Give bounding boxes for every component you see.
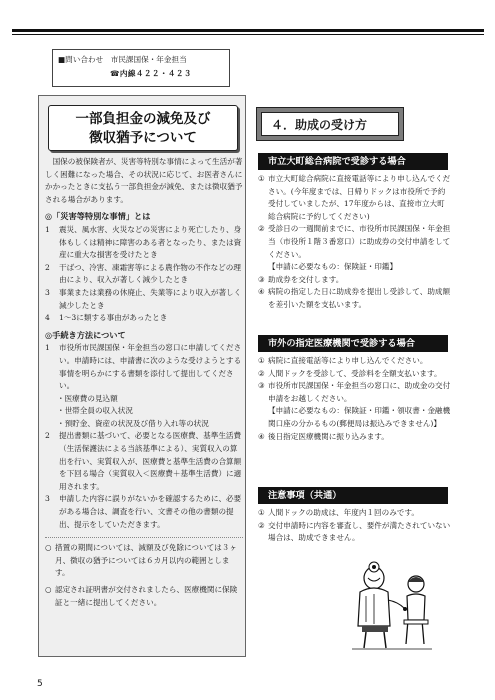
required-docs-item: ・医療費の見込額 [57, 393, 118, 403]
item-number: 2 [45, 431, 50, 441]
item-text: 市役所市民課国保・年金担当の窓口に、助成金の交付申請をお越しください。 [268, 381, 451, 403]
item-text: 市立大町総合病院に直接電話等により申し込んでください。(今年度までは、日帰りドックは市役所で予約受付していましたが、17年度からは、直接市立大町総合病院に予約してください) [268, 174, 451, 221]
subsidy-heading-box [256, 107, 404, 141]
note-text: 認定され証明書が交付されましたら、医療機関に保険証と一緒に提出してください。 [55, 585, 238, 607]
item-text: 提出書類に基づいて、必要となる医療費、基準生活費（生活保護法による当該基準による）、実質収入の算出を行い、実質収入が、医療費と基準生活費の合算額を下回る場合（実質収入＜医療費＋基準生活費）に適用されます。 [59, 431, 242, 491]
list-item [258, 286, 452, 311]
item-text: 申請した内容に誤りがないかを確認するために、必要がある場合は、調査を行い、文書その他の書類の提出、提示をしていただきます。 [59, 494, 242, 529]
item-number: 3 [45, 287, 50, 297]
step-list [258, 274, 452, 312]
item-text: 事業または業務の休廃止、失業等により収入が著しく減少したとき [59, 287, 242, 310]
list-item [45, 262, 243, 287]
procedure-item [45, 493, 243, 531]
item-number: ① [258, 174, 265, 183]
item-number: ② [258, 368, 265, 378]
list-item [258, 173, 452, 223]
item-number: ② [258, 224, 265, 234]
page-number: 5 [37, 679, 43, 689]
item-text: 病院に直接電話等により申し込んでください。 [268, 356, 428, 365]
city-hospital-steps [258, 173, 452, 312]
item-number: 4 [45, 313, 50, 323]
note-bullet: ○ [45, 585, 52, 594]
list-item [258, 274, 452, 287]
item-text: 震災、風水害、火災などの災害により死亡したり、身体もしくは精神に障害のある者となったり、または資産に重大な損害を受けたとき [59, 224, 242, 260]
required-docs-item: ・預貯金、資産の状況及び借り入れ等の状況 [57, 418, 209, 428]
item-number: ④ [258, 431, 265, 441]
list-item [45, 287, 243, 312]
list-item [45, 312, 243, 325]
article-heading-box [48, 105, 238, 151]
step-list [258, 431, 452, 444]
item-text: 市役所市民課国保・年金担当の窓口に申請してください。申請時には、申請書に次のような受けようとする事情を明らかにする書類を添付して提出してください。 [59, 343, 242, 391]
item-text: 交付申請時に内容を審査し、要件が満たされていない場合は、助成できません。 [268, 520, 451, 543]
list-item [258, 368, 452, 381]
section-title-special-circumstances: ◎「災害等特別な事情」とは [45, 211, 151, 222]
special-circumstances-list [45, 224, 243, 325]
list-item [258, 431, 452, 444]
list-item [258, 355, 452, 368]
item-text: 受診日の一週間前までに、市役所市民課国保・年金担当（市役所１階３番窓口）に助成券の交付申請をしてください。 [268, 224, 451, 259]
note-bullet: ○ [45, 543, 52, 553]
item-number: ② [258, 520, 265, 530]
list-item [258, 520, 452, 545]
item-number: 2 [45, 262, 50, 272]
contact-box [52, 49, 230, 87]
procedure-item [45, 342, 243, 392]
item-number: ④ [258, 287, 265, 297]
contact-line: ■問い合わせ 市民課国保・年金担当 [58, 55, 187, 64]
item-text: 人間ドックを受診して、受診料を全額支払います。 [268, 368, 442, 378]
reduction-article [38, 95, 246, 657]
required-docs-item: ・世帯全員の収入状況 [57, 406, 133, 416]
article-heading-line1: 一部負担金の減免及び [75, 111, 211, 127]
section-title-procedure: ◎手続き方法について [45, 329, 126, 340]
step-list [258, 173, 452, 261]
item-number: ① [258, 508, 265, 517]
step-list [258, 507, 452, 545]
section-bar-city-hospital: 市立大町総合病院で受診する場合 [258, 153, 448, 170]
item-number: ① [258, 356, 265, 365]
item-number: 1 [45, 224, 50, 234]
item-number: ③ [258, 274, 265, 284]
list-item [45, 224, 243, 262]
dotted-divider [45, 537, 243, 538]
required-items: 【申請に必要なもの：保険証・印鑑・領収書・金融機関口座の分かるもの(郵便局は振込みできません)】 [268, 406, 451, 428]
top-rule-thick [12, 29, 484, 32]
article-heading-line2: 徴収猶予について [89, 130, 197, 146]
common-notes [258, 507, 452, 545]
list-item [258, 380, 452, 405]
item-text: 1～3に類する事由があったとき [59, 313, 168, 323]
list-item [258, 507, 452, 520]
step-list [258, 355, 452, 405]
top-rule-thin [12, 34, 484, 35]
outside-clinic-steps [258, 355, 452, 443]
contact-extension: ☎内線４２２・４２３ [110, 69, 192, 78]
section-bar-outside-clinic: 市外の指定医療機関で受診する場合 [258, 335, 448, 352]
procedure-item [45, 430, 243, 493]
item-number: 1 [45, 343, 50, 353]
note-item [45, 542, 243, 580]
intro-paragraph: 国保の被保険者が、災害等特別な事情によって生活が著しく困難になった場合、その状況に応じて、お医者さんにかかったときに支払う一部負担金が減免、または徴収猶予される場合があります。 [45, 157, 243, 204]
item-number: 3 [45, 494, 50, 504]
item-text: 干ばつ、冷害、凍霜害等による農作物の不作などの理由により、収入が著しく減少したとき [59, 262, 241, 285]
note-text: 措置の期間については、減額及び免除については３ヶ月、徴収の猶予については６カ月以内の範囲とします。 [55, 543, 237, 578]
list-item [258, 223, 452, 261]
item-text: 人間ドックの助成は、年度内１回のみです。 [268, 508, 419, 517]
article-heading [49, 106, 237, 148]
doctor-patient-illustration [352, 556, 432, 652]
item-text: 病院の指定した日に助成券を提出し受診して、助成額を差引いた額を支払います。 [268, 287, 451, 309]
required-items: 【申請に必要なもの：保険証・印鑑】 [268, 262, 398, 272]
article-body [45, 156, 243, 609]
item-text: 後日指定医療機関に振り込みます。 [268, 431, 389, 441]
note-item [45, 584, 243, 609]
section-bar-notes: 注意事項（共通） [258, 487, 448, 504]
subsidy-heading: ４．助成の受け方 [261, 112, 399, 136]
item-number: ③ [258, 381, 265, 391]
item-text: 助成券を交付します。 [268, 274, 344, 284]
